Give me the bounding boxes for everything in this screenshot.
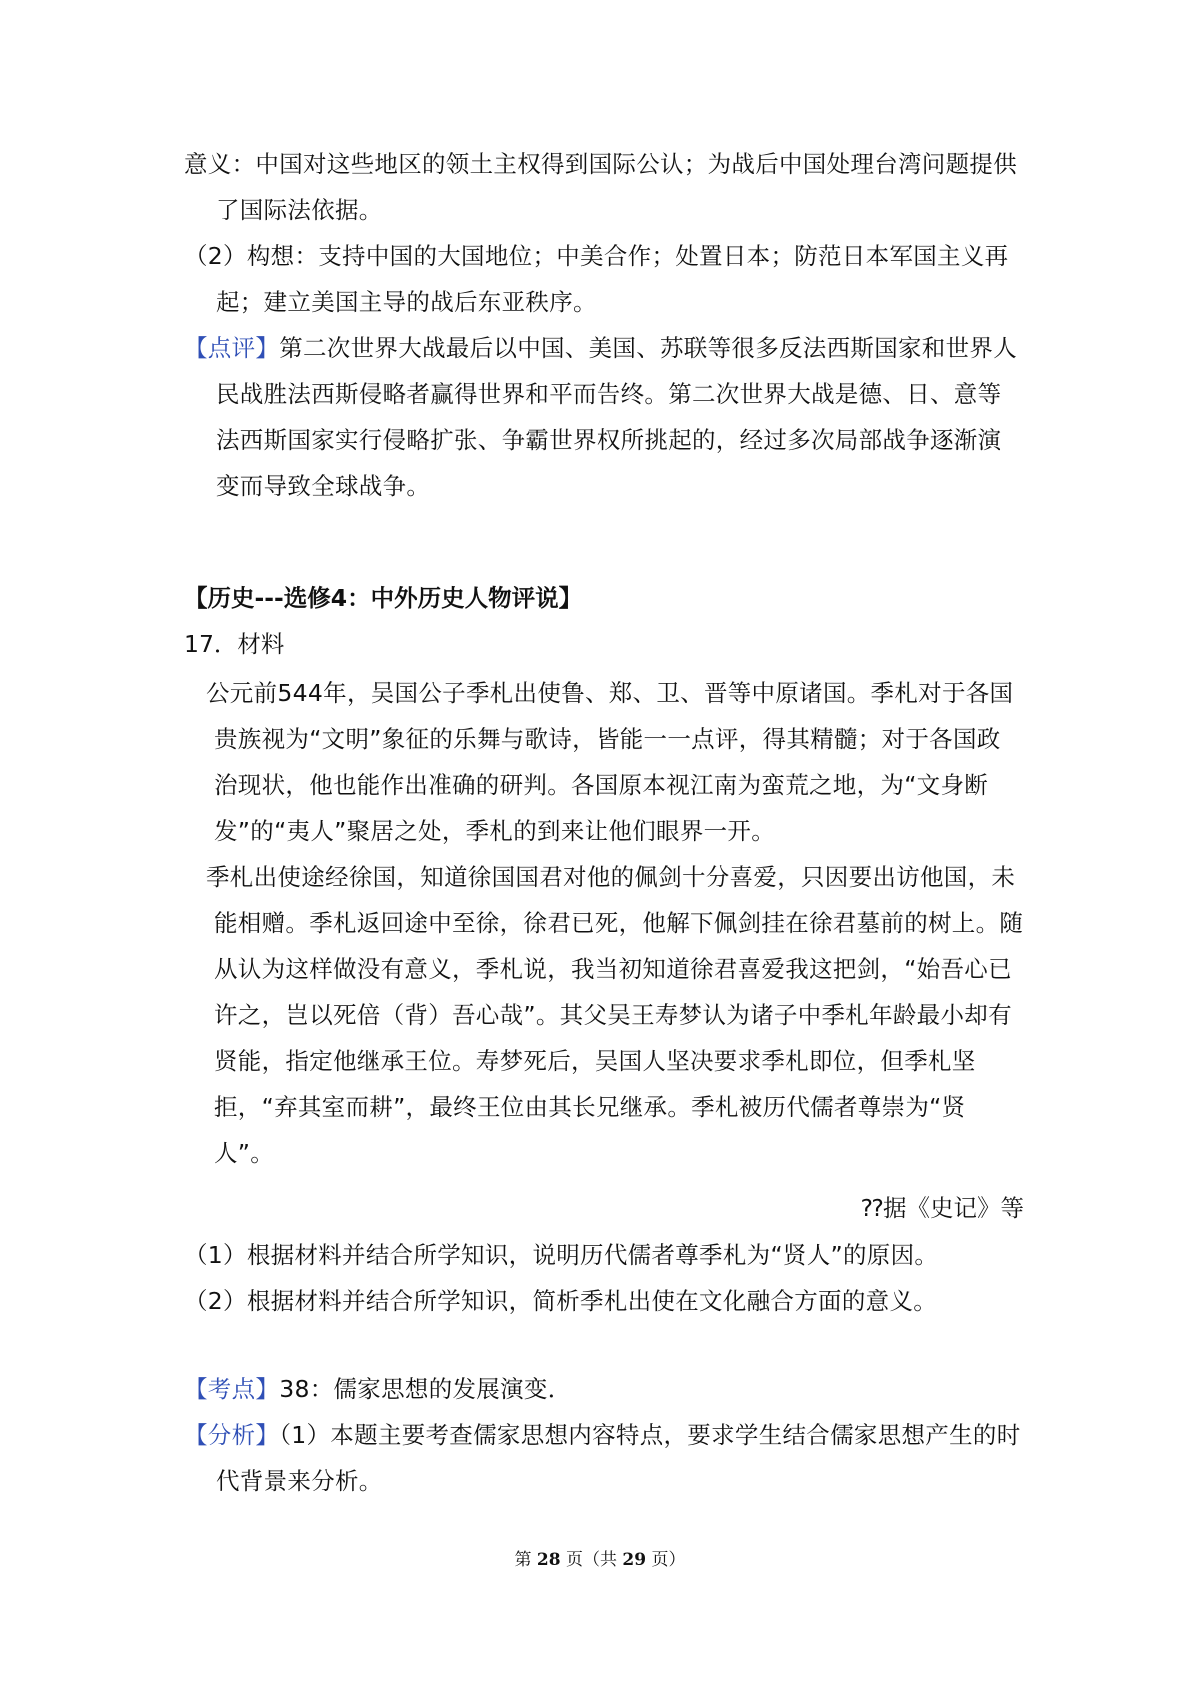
- question-number: 17．材料: [184, 630, 285, 658]
- material-paragraph-2: 季札出使途经徐国，知道徐国国君对他的佩剑十分喜爱，只因要出访他国，未能相赠。季札返回途中至徐，徐君已死，他解下佩剑挂在徐君墓前的树上。随从认为这样做没有意义，季札说，我当初知道徐君喜爱我这把剑，“始吾心已许之，岂以死倍（背）吾心哉”。其父吴王寿梦认为诸子中季札年龄最小却有贤能，指定他继承王位。寿梦死后，吴国人坚决要求季札即位，但季札坚拒，“弃其室而耕”，最终王位由其长兄继承。季札被历代儒者尊崇为“贤人”。: [206, 863, 1024, 1167]
- question-1: （1）根据材料并结合所学知识，说明历代儒者尊季札为“贤人”的原因。: [184, 1241, 939, 1269]
- fenxi-text: （1）本题主要考查儒家思想内容特点，要求学生结合儒家思想产生的时代背景来分析。: [216, 1421, 1021, 1495]
- material-source: ⁇据《史记》等: [861, 1194, 1024, 1222]
- answer-plan: （2）构想：支持中国的大国地位；中美合作；处置日本；防范日本军国主义再起；建立美国主导的战后东亚秩序。: [184, 242, 1009, 316]
- comment-tag: 【点评】: [184, 334, 280, 362]
- footer-total-pages: 29: [622, 1550, 647, 1570]
- question-2: （2）根据材料并结合所学知识，简析季札出使在文化融合方面的意义。: [184, 1287, 938, 1315]
- kaodian-paragraph: [184, 1366, 1024, 1412]
- kaodian-tag: 【考点】: [184, 1375, 280, 1403]
- kaodian-text: 38：儒家思想的发展演变．: [279, 1375, 572, 1403]
- section-heading: 【历史---选修4：中外历史人物评说】: [184, 584, 583, 612]
- comment-text: 第二次世界大战最后以中国、美国、苏联等很多反法西斯国家和世界人民战胜法西斯侵略者赢得世界和平而告终。第二次世界大战是德、日、意等法西斯国家实行侵略扩张、争霸世界权所挑起的，经过多次局部战争逐渐演变而导致全球战争。: [216, 334, 1018, 500]
- footer-page-number: 28: [536, 1550, 561, 1570]
- material-paragraph-1: 公元前544年，吴国公子季札出使鲁、郑、卫、晋等中原诸国。季札对于各国贵族视为“文明”象征的乐舞与歌诗，皆能一一点评，得其精髓；对于各国政治现状，他也能作出准确的研判。各国原本视江南为蛮荒之地，为“文身断发”的“夷人”聚居之处，季札的到来让他们眼界一开。: [206, 679, 1014, 845]
- comment-paragraph: [184, 325, 1024, 509]
- fenxi-paragraph: [184, 1412, 1024, 1504]
- footer-suffix: 页）: [651, 1550, 686, 1570]
- fenxi-tag: 【分析】: [184, 1421, 280, 1449]
- page-footer: [0, 1548, 1200, 1572]
- footer-prefix: 第: [514, 1550, 532, 1570]
- answer-significance: 意义：中国对这些地区的领土主权得到国际公认；为战后中国处理台湾问题提供了国际法依据。: [184, 150, 1017, 224]
- footer-middle: 页（共: [566, 1550, 617, 1570]
